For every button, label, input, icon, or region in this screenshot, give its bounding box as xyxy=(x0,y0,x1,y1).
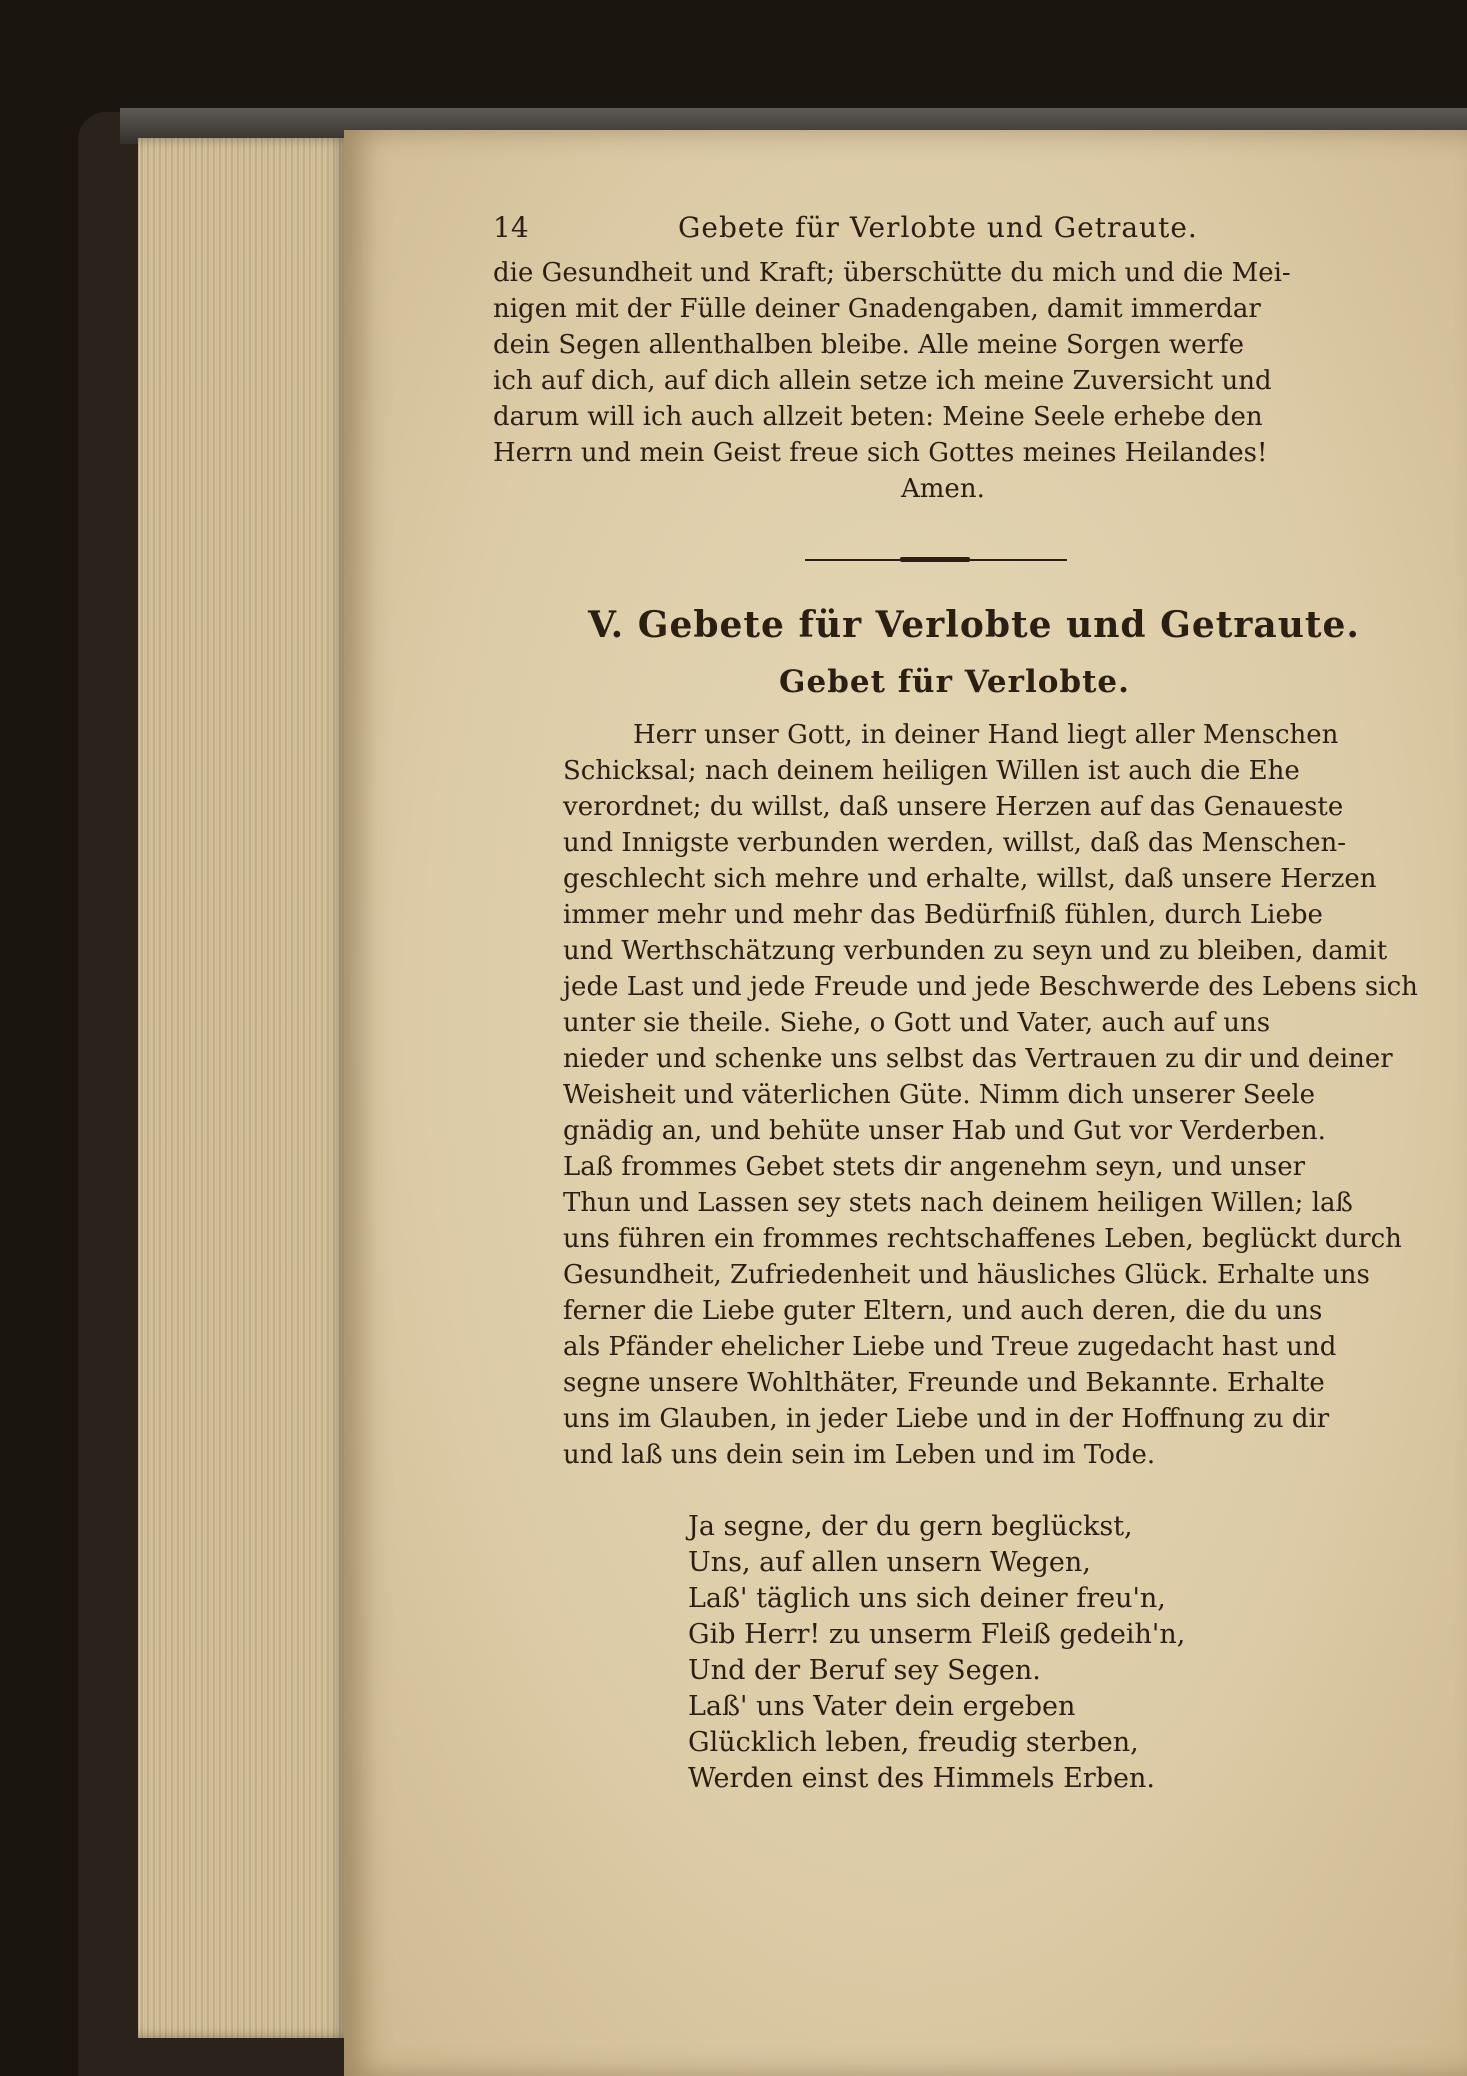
text-line: verordnet; du willst, daß unsere Herzen auf das Genaueste xyxy=(563,792,1344,822)
text-line: ich auf dich, auf dich allein setze ich meine Zuversicht und xyxy=(493,366,1272,396)
text-line: Laß frommes Gebet stets dir angenehm seyn, und unser xyxy=(563,1152,1306,1182)
text-line: als Pfänder ehelicher Liebe und Treue zugedacht hast und xyxy=(563,1332,1337,1362)
text-line: Thun und Lassen sey stets nach deinem heiligen Willen; laß xyxy=(563,1188,1353,1218)
prayer-title: Gebet für Verlobte. xyxy=(779,664,1130,700)
text-line: nigen mit der Fülle deiner Gnadengaben, damit immerdar xyxy=(493,294,1261,324)
text-line: ferner die Liebe guter Eltern, und auch deren, die du uns xyxy=(563,1296,1323,1326)
verse-line: Glücklich leben, freudig sterben, xyxy=(688,1727,1139,1758)
verse-line: Werden einst des Himmels Erben. xyxy=(688,1763,1155,1794)
text-line: nieder und schenke uns selbst das Vertrauen zu dir und deiner xyxy=(563,1044,1393,1074)
divider-rule xyxy=(805,559,1067,561)
text-line: Amen. xyxy=(901,474,985,504)
text-line: Weisheit und väterlichen Güte. Nimm dich unserer Seele xyxy=(563,1080,1316,1110)
text-line: jede Last und jede Freude und jede Beschwerde des Lebens sich xyxy=(563,972,1418,1002)
page-stack-edge xyxy=(138,138,348,2038)
text-line: unter sie theile. Siehe, o Gott und Vater, auch auf uns xyxy=(563,1008,1271,1038)
hymn-verse xyxy=(688,1509,1408,1797)
page-number: 14 xyxy=(493,211,529,244)
text-line: Herrn und mein Geist freue sich Gottes meines Heilandes! xyxy=(493,438,1268,468)
text-line: segne unsere Wohlthäter, Freunde und Bekannte. Erhalte xyxy=(563,1368,1325,1398)
text-line: immer mehr und mehr das Bedürfniß fühlen, durch Liebe xyxy=(563,900,1323,930)
text-line: Herr unser Gott, in deiner Hand liegt aller Menschen xyxy=(633,720,1339,750)
text-line: dein Segen allenthalben bleibe. Alle meine Sorgen werfe xyxy=(493,330,1244,360)
text-line: Schicksal; nach deinem heiligen Willen ist auch die Ehe xyxy=(563,756,1300,786)
section-heading: V. Gebete für Verlobte und Getraute. xyxy=(588,604,1360,646)
text-line: und laß uns dein sein im Leben und im Tode. xyxy=(563,1440,1156,1470)
running-head xyxy=(493,205,1408,255)
paragraph-continued xyxy=(493,255,1408,507)
text-line: geschlecht sich mehre und erhalte, willst, daß unsere Herzen xyxy=(563,864,1377,894)
text-line: gnädig an, und behüte unser Hab und Gut vor Verderben. xyxy=(563,1116,1326,1146)
verse-line: Laß' täglich uns sich deiner freu'n, xyxy=(688,1583,1166,1614)
text-line: Gesundheit, Zufriedenheit und häusliches Glück. Erhalte uns xyxy=(563,1260,1370,1290)
verse-line: Uns, auf allen unsern Wegen, xyxy=(688,1547,1091,1578)
text-line: die Gesundheit und Kraft; überschütte du mich und die Mei- xyxy=(493,258,1291,288)
verse-line: Gib Herr! zu unserm Fleiß gedeih'n, xyxy=(688,1619,1186,1650)
text-line: und Werthschätzung verbunden zu seyn und zu bleiben, damit xyxy=(563,936,1388,966)
text-line: uns im Glauben, in jeder Liebe und in der Hoffnung zu dir xyxy=(563,1404,1330,1434)
running-title: Gebete für Verlobte und Getraute. xyxy=(678,211,1198,244)
verse-line: Und der Beruf sey Segen. xyxy=(688,1655,1041,1686)
text-line: darum will ich auch allzeit beten: Meine Seele erhebe den xyxy=(493,402,1263,432)
section-divider xyxy=(493,549,1408,569)
text-line: und Innigste verbunden werden, willst, daß das Menschen- xyxy=(563,828,1346,858)
verse-line: Laß' uns Vater dein ergeben xyxy=(688,1691,1076,1722)
text-line: uns führen ein frommes rechtschaffenes Leben, beglückt durch xyxy=(563,1224,1402,1254)
verse-line: Ja segne, der du gern beglückst, xyxy=(688,1511,1133,1542)
page-content xyxy=(493,205,1418,1797)
prayer-paragraph xyxy=(493,717,1418,1473)
